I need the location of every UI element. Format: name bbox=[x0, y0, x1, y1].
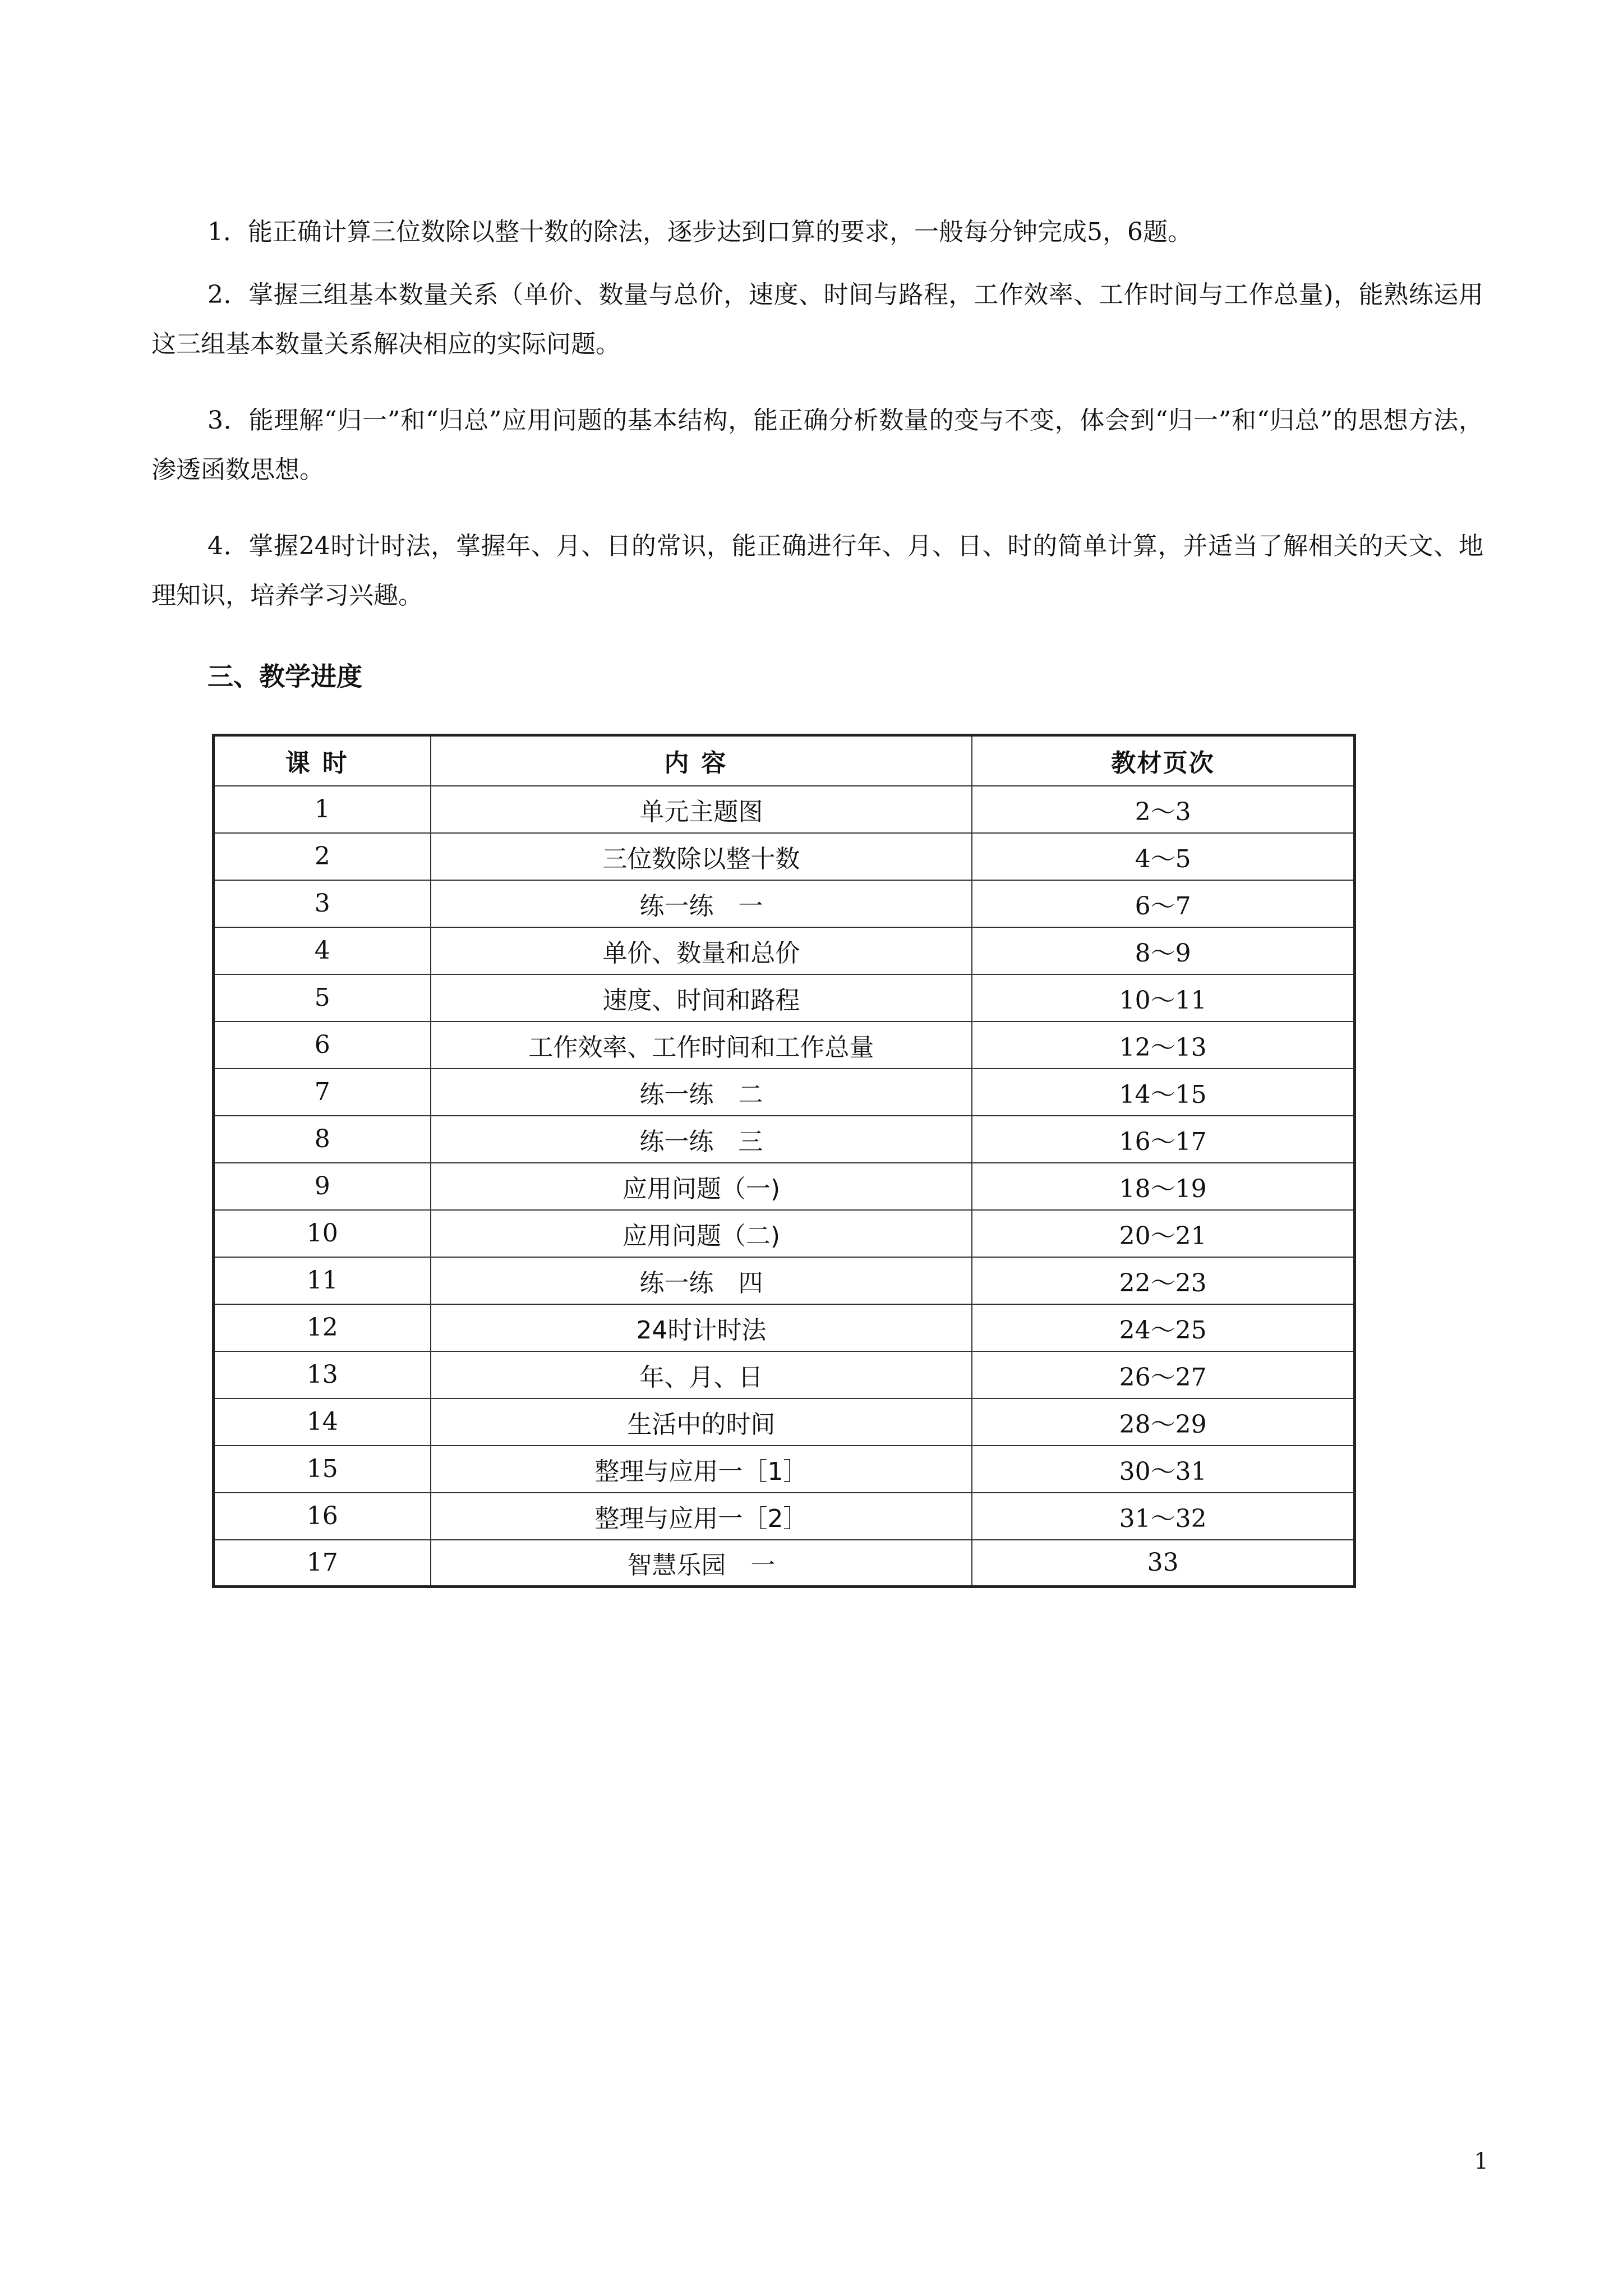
page-number: 1 bbox=[1474, 2148, 1488, 2174]
lesson-number: 16 bbox=[214, 1493, 431, 1540]
lesson-content: 练一练 一 bbox=[431, 880, 972, 927]
lesson-content: 练一练 三 bbox=[431, 1116, 972, 1163]
lesson-pages: 4～5 bbox=[972, 833, 1354, 880]
table-row bbox=[214, 1069, 1355, 1116]
table-row bbox=[214, 927, 1355, 974]
lesson-pages: 2～3 bbox=[972, 786, 1354, 833]
lesson-content: 工作效率、工作时间和工作总量 bbox=[431, 1022, 972, 1069]
lesson-pages: 22～23 bbox=[972, 1257, 1354, 1304]
teaching-schedule-table bbox=[212, 734, 1356, 1588]
lesson-number: 7 bbox=[214, 1069, 431, 1116]
table-row bbox=[214, 1540, 1355, 1587]
header-content: 内容 bbox=[431, 735, 972, 786]
lesson-content: 应用问题（二) bbox=[431, 1210, 972, 1257]
lesson-pages: 20～21 bbox=[972, 1210, 1354, 1257]
lesson-content: 三位数除以整十数 bbox=[431, 833, 972, 880]
table-row bbox=[214, 1304, 1355, 1351]
table-row bbox=[214, 1446, 1355, 1493]
lesson-content: 单价、数量和总价 bbox=[431, 927, 972, 974]
lesson-pages: 28～29 bbox=[972, 1398, 1354, 1446]
lesson-content: 应用问题（一) bbox=[431, 1163, 972, 1210]
objective-1-text: 1．能正确计算三位数除以整十数的除法，逐步达到口算的要求，一般每分钟完成5，6题。 bbox=[208, 218, 1192, 246]
header-lesson: 课时 bbox=[214, 735, 431, 786]
table-row bbox=[214, 880, 1355, 927]
lesson-pages: 30～31 bbox=[972, 1446, 1354, 1493]
lesson-number: 17 bbox=[214, 1540, 431, 1587]
table-row bbox=[214, 1398, 1355, 1446]
lesson-pages: 10～11 bbox=[972, 974, 1354, 1022]
lesson-number: 5 bbox=[214, 974, 431, 1022]
table-header-row bbox=[214, 735, 1355, 786]
lesson-content: 24时计时法 bbox=[431, 1304, 972, 1351]
objective-1 bbox=[151, 208, 1483, 257]
section-heading: 三、教学进度 bbox=[208, 661, 362, 692]
lesson-number: 6 bbox=[214, 1022, 431, 1069]
table-row bbox=[214, 1351, 1355, 1398]
lesson-content: 整理与应用一［1］ bbox=[431, 1446, 972, 1493]
table-row bbox=[214, 1116, 1355, 1163]
lesson-content: 年、月、日 bbox=[431, 1351, 972, 1398]
objective-2 bbox=[151, 270, 1483, 369]
lesson-number: 12 bbox=[214, 1304, 431, 1351]
table-row bbox=[214, 974, 1355, 1022]
lesson-content: 单元主题图 bbox=[431, 786, 972, 833]
table-row bbox=[214, 1257, 1355, 1304]
lesson-pages: 24～25 bbox=[972, 1304, 1354, 1351]
objective-4 bbox=[151, 522, 1483, 620]
table-row bbox=[214, 786, 1355, 833]
objective-3-text: 3．能理解“归一”和“归总”应用问题的基本结构，能正确分析数量的变与不变，体会到“归一”和“归总”的思想方法，渗透函数思想。 bbox=[151, 406, 1483, 484]
lesson-content: 智慧乐园 一 bbox=[431, 1540, 972, 1587]
objective-4-text: 4．掌握24时计时法，掌握年、月、日的常识，能正确进行年、月、日、时的简单计算，并适当了解相关的天文、地理知识，培养学习兴趣。 bbox=[151, 532, 1483, 610]
lesson-pages: 16～17 bbox=[972, 1116, 1354, 1163]
header-pages: 教材页次 bbox=[972, 735, 1354, 786]
table-row bbox=[214, 1163, 1355, 1210]
lesson-pages: 12～13 bbox=[972, 1022, 1354, 1069]
lesson-number: 1 bbox=[214, 786, 431, 833]
objective-3 bbox=[151, 396, 1483, 495]
table-row bbox=[214, 1022, 1355, 1069]
lesson-number: 15 bbox=[214, 1446, 431, 1493]
lesson-pages: 14～15 bbox=[972, 1069, 1354, 1116]
lesson-content: 练一练 四 bbox=[431, 1257, 972, 1304]
lesson-number: 2 bbox=[214, 833, 431, 880]
table-row bbox=[214, 1493, 1355, 1540]
lesson-content: 生活中的时间 bbox=[431, 1398, 972, 1446]
lesson-number: 14 bbox=[214, 1398, 431, 1446]
lesson-pages: 31～32 bbox=[972, 1493, 1354, 1540]
lesson-number: 13 bbox=[214, 1351, 431, 1398]
lesson-pages: 26～27 bbox=[972, 1351, 1354, 1398]
objective-2-text: 2．掌握三组基本数量关系（单价、数量与总价，速度、时间与路程，工作效率、工作时间与工作总量)，能熟练运用这三组基本数量关系解决相应的实际问题。 bbox=[151, 280, 1483, 358]
lesson-number: 4 bbox=[214, 927, 431, 974]
lesson-pages: 8～9 bbox=[972, 927, 1354, 974]
lesson-number: 3 bbox=[214, 880, 431, 927]
lesson-content: 整理与应用一［2］ bbox=[431, 1493, 972, 1540]
lesson-number: 8 bbox=[214, 1116, 431, 1163]
table-row bbox=[214, 833, 1355, 880]
table-row bbox=[214, 1210, 1355, 1257]
lesson-pages: 18～19 bbox=[972, 1163, 1354, 1210]
lesson-pages: 33 bbox=[972, 1540, 1354, 1587]
lesson-pages: 6～7 bbox=[972, 880, 1354, 927]
lesson-content: 速度、时间和路程 bbox=[431, 974, 972, 1022]
lesson-number: 10 bbox=[214, 1210, 431, 1257]
lesson-content: 练一练 二 bbox=[431, 1069, 972, 1116]
lesson-number: 9 bbox=[214, 1163, 431, 1210]
lesson-number: 11 bbox=[214, 1257, 431, 1304]
